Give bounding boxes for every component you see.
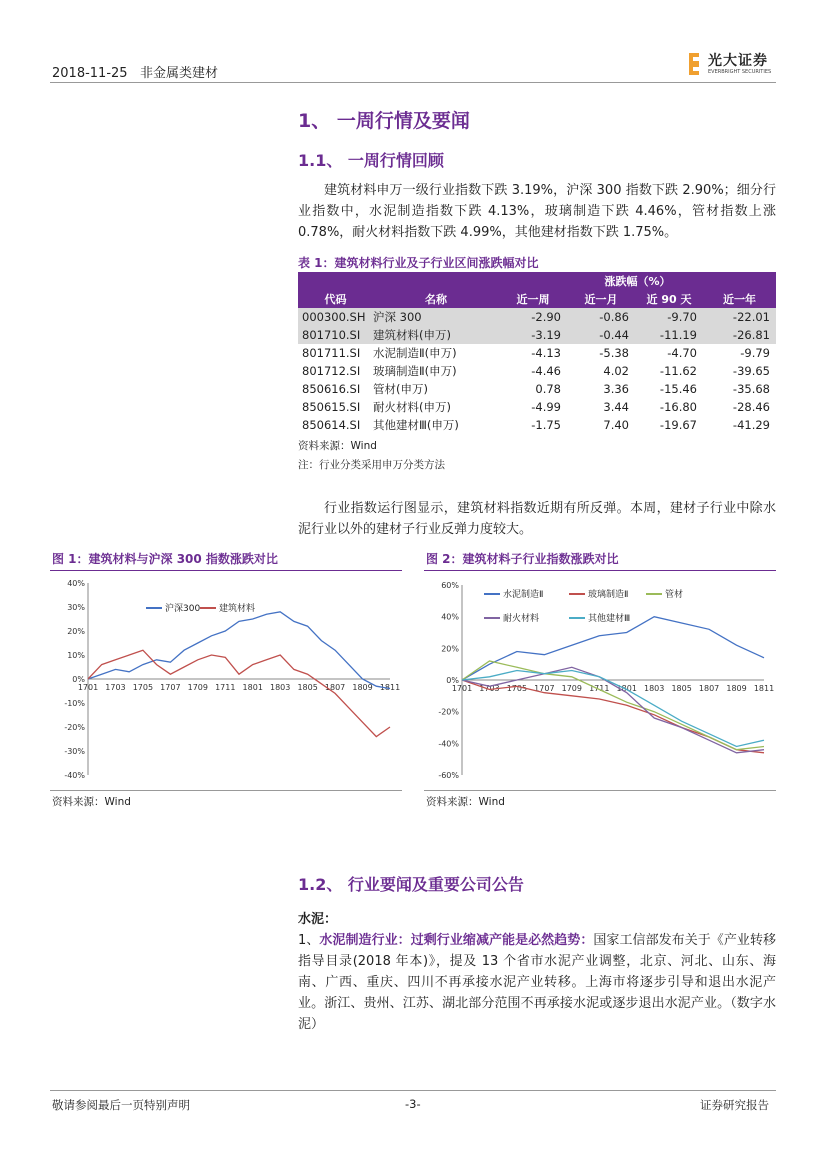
y-tick-label: 0% xyxy=(72,675,85,684)
x-tick-label: 1807 xyxy=(698,684,720,693)
logo-mark-icon xyxy=(688,52,704,76)
table-cell-week: -3.19 xyxy=(499,326,567,344)
y-tick-label: 60% xyxy=(441,581,459,590)
y-tick-label: -40% xyxy=(64,771,85,780)
legend-label: 沪深300 xyxy=(165,604,201,614)
table-note: 注：行业分类采用申万分类方法 xyxy=(298,459,445,471)
header-divider xyxy=(50,82,776,83)
table-row xyxy=(298,416,776,434)
news-item-headline: 水泥制造行业：过剩行业缩减产能是必然趋势： xyxy=(319,933,594,948)
y-tick-label: 40% xyxy=(67,579,85,588)
y-tick-label: 20% xyxy=(67,627,85,636)
x-tick-label: 1801 xyxy=(242,683,263,692)
x-tick-label: 1805 xyxy=(671,684,692,693)
x-tick-label: 1701 xyxy=(77,683,99,692)
chart-commentary-paragraph: 行业指数运行图显示，建筑材料指数近期有所反弹。本周，建材子行业中除水泥行业以外的建材子行业反弹力度较大。 xyxy=(298,501,776,537)
figure1-chart xyxy=(50,575,402,785)
x-tick-label: 1807 xyxy=(324,683,346,692)
y-tick-label: 0% xyxy=(446,676,459,685)
table-group-header: 涨跌幅（%） xyxy=(499,272,776,290)
section-title: 1、 一周行情及要闻 xyxy=(298,110,470,132)
footer-report-type: 证券研究报告 xyxy=(700,1098,769,1112)
y-tick-label: -20% xyxy=(64,723,85,732)
x-tick-label: 1711 xyxy=(589,684,610,693)
y-tick-label: -40% xyxy=(438,739,459,749)
table-col-header: 近 90 天 xyxy=(635,290,703,308)
table-cell-year: -35.68 xyxy=(732,382,770,396)
table-row xyxy=(298,362,776,380)
x-tick-label: 1809 xyxy=(352,683,373,692)
table-col-header: 名称 xyxy=(373,290,499,308)
table-cell-month: -0.86 xyxy=(567,308,635,326)
x-tick-label: 1707 xyxy=(160,683,181,692)
x-tick-label: 1709 xyxy=(561,684,582,693)
x-tick-label: 1801 xyxy=(616,684,637,693)
table-cell-code: 801711.SI xyxy=(302,346,361,360)
table-cell-code: 850614.SI xyxy=(302,418,361,432)
table-cell-year: -39.65 xyxy=(732,364,770,378)
table-cell-name: 建筑材料(申万) xyxy=(373,326,499,344)
legend-label: 管材 xyxy=(665,590,684,600)
table-col-header: 近一月 xyxy=(567,290,635,308)
table-cell-month: 3.36 xyxy=(603,382,629,396)
table-cell-name: 玻璃制造Ⅱ(申万) xyxy=(373,364,457,378)
table-cell-name: 管材(申万) xyxy=(373,382,428,396)
x-tick-label: 1811 xyxy=(379,683,401,692)
figure1-title: 图 1：建筑材料与沪深 300 指数涨跌对比 xyxy=(52,552,278,566)
subsection-title-1-1: 1.1、 一周行情回顾 xyxy=(298,151,444,170)
table-cell-90d: -4.70 xyxy=(667,346,697,360)
legend-label: 水泥制造Ⅱ xyxy=(503,590,544,600)
x-tick-label: 1709 xyxy=(187,683,208,692)
y-tick-label: -10% xyxy=(64,699,85,708)
footer-disclaimer: 敬请参阅最后一页特别声明 xyxy=(52,1098,190,1112)
brand-logo xyxy=(688,50,771,78)
table-cell-code: 850615.SI xyxy=(302,400,361,414)
table-cell-90d: -11.19 xyxy=(635,326,703,344)
header-category: 非金属类建材 xyxy=(139,66,218,81)
y-tick-label: 20% xyxy=(441,644,459,654)
table-col-header: 代码 xyxy=(298,290,373,308)
table-cell-year: -22.01 xyxy=(703,308,776,326)
figure1-divider xyxy=(50,570,402,571)
news-item-1 xyxy=(298,930,776,1035)
table-cell-name: 水泥制造Ⅱ(申万) xyxy=(373,346,457,360)
x-tick-label: 1703 xyxy=(479,684,500,693)
table-cell-month: -5.38 xyxy=(599,346,629,360)
legend-label: 建筑材料 xyxy=(219,604,256,614)
series-line xyxy=(88,650,390,736)
table-col-header: 近一周 xyxy=(499,290,567,308)
news-item-body: 国家工信部发布关于《产业转移指导目录(2018 年本)》，提及 13 个省市水泥产业调整，北京、河北、山东、海南、广西、重庆、四川不再承接水泥产业转移。上海市将逐步引导和退出水泥产业。浙江、贵州、江苏、湖北部分范围不再承接水泥或逐步退出水泥产业。（数字水泥） xyxy=(298,933,776,1032)
table-cell-90d: -9.70 xyxy=(635,308,703,326)
table-cell-year: -28.46 xyxy=(732,400,770,414)
table-source: 资料来源：Wind xyxy=(298,440,377,452)
table-cell-week: -1.75 xyxy=(531,418,561,432)
y-tick-label: 40% xyxy=(441,612,459,622)
subsection-title-1-2: 1.2、 行业要闻及重要公司公告 xyxy=(298,875,524,894)
table-cell-month: 7.40 xyxy=(603,418,629,432)
table-cell-week: -4.13 xyxy=(531,346,561,360)
table-cell-month: 3.44 xyxy=(603,400,629,414)
x-tick-label: 1705 xyxy=(506,684,528,693)
series-line xyxy=(88,612,390,689)
market-review-paragraph: 建筑材料申万一级行业指数下跌 3.19%，沪深 300 指数下跌 2.90%；细分行业指数中，水泥制造指数下跌 4.13%，玻璃制造下跌 4.46%，管材指数上涨 0.78%，耐火材料指数下跌 4.99%，其他建材指数下跌 1.75%。 xyxy=(298,183,776,240)
x-tick-label: 1805 xyxy=(297,683,318,692)
legend-label: 耐火材料 xyxy=(503,614,540,624)
table-row xyxy=(298,326,776,344)
header-date-category xyxy=(52,62,218,81)
table-cell-90d: -19.67 xyxy=(659,418,697,432)
figure2-source: 资料来源：Wind xyxy=(426,796,505,808)
table-cell-name: 沪深 300 xyxy=(373,308,499,326)
table-cell-year: -26.81 xyxy=(703,326,776,344)
y-tick-label: -60% xyxy=(438,771,459,780)
table-cell-name: 其他建材Ⅲ(申万) xyxy=(373,418,459,432)
table-cell-week: 0.78 xyxy=(535,382,561,396)
table-cell-90d: -11.62 xyxy=(659,364,697,378)
x-tick-label: 1803 xyxy=(270,683,291,692)
figure1-source: 资料来源：Wind xyxy=(52,796,131,808)
x-tick-label: 1701 xyxy=(451,684,473,693)
series-line xyxy=(462,661,764,750)
x-tick-label: 1703 xyxy=(105,683,126,692)
table-cell-code: 801712.SI xyxy=(302,364,361,378)
legend-label: 其他建材Ⅲ xyxy=(588,614,631,624)
y-tick-label: 30% xyxy=(67,603,85,612)
legend-label: 玻璃制造Ⅱ xyxy=(588,590,629,600)
logo-cn: 光大证券 xyxy=(708,52,768,69)
table-cell-week: -4.46 xyxy=(531,364,561,378)
x-tick-label: 1811 xyxy=(753,684,775,693)
figure2-chart xyxy=(424,575,776,785)
x-tick-label: 1803 xyxy=(644,684,665,693)
header-date: 2018-11-25 xyxy=(52,66,128,81)
page-number: -3- xyxy=(405,1097,421,1111)
x-tick-label: 1707 xyxy=(534,684,555,693)
figure2-title: 图 2：建筑材料子行业指数涨跌对比 xyxy=(426,552,619,566)
x-tick-label: 1705 xyxy=(132,683,154,692)
figure1-bottom-divider xyxy=(50,790,402,791)
table-title: 表 1：建筑材料行业及子行业区间涨跌幅对比 xyxy=(298,256,539,270)
news-item-number: 1、 xyxy=(298,933,320,948)
cement-label: 水泥： xyxy=(298,912,338,927)
y-tick-label: -20% xyxy=(438,707,459,717)
table-cell-90d: -15.46 xyxy=(659,382,697,396)
figure2-divider xyxy=(424,570,776,571)
series-line xyxy=(462,617,764,680)
table-cell-year: -9.79 xyxy=(740,346,770,360)
table-cell-week: -2.90 xyxy=(499,308,567,326)
performance-table xyxy=(298,272,776,434)
table-row xyxy=(298,398,776,416)
footer-divider xyxy=(50,1090,776,1091)
table-cell-code: 801710.SI xyxy=(298,326,373,344)
x-tick-label: 1711 xyxy=(215,683,236,692)
table-cell-name: 耐火材料(申万) xyxy=(373,400,451,414)
table-row xyxy=(298,380,776,398)
x-tick-label: 1809 xyxy=(726,684,747,693)
y-tick-label: -30% xyxy=(64,747,85,756)
logo-en: EVERBRIGHT SECURITIES xyxy=(708,68,772,75)
table-row xyxy=(298,344,776,362)
table-cell-month: -0.44 xyxy=(567,326,635,344)
table-row xyxy=(298,308,776,326)
table-cell-code: 000300.SH xyxy=(298,308,373,326)
table-cell-90d: -16.80 xyxy=(659,400,697,414)
table-cell-code: 850616.SI xyxy=(302,382,361,396)
table-col-header: 近一年 xyxy=(703,290,776,308)
table-cell-week: -4.99 xyxy=(531,400,561,414)
figure2-bottom-divider xyxy=(424,790,776,791)
table-cell-year: -41.29 xyxy=(732,418,770,432)
table-cell-month: 4.02 xyxy=(603,364,629,378)
y-tick-label: 10% xyxy=(67,651,85,660)
